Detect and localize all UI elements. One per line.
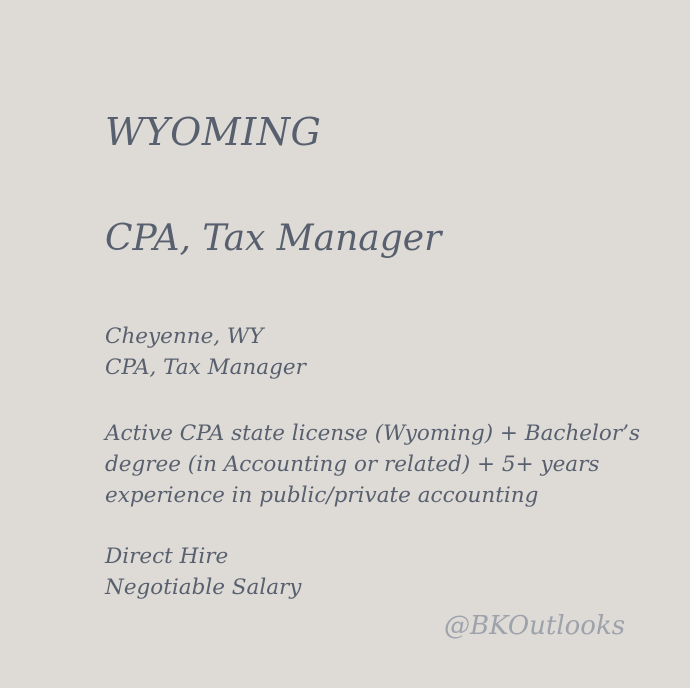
requirements-text bbox=[105, 418, 645, 511]
hire-details bbox=[105, 541, 301, 603]
social-handle: @BKOutlooks bbox=[444, 611, 626, 641]
hire-type-text: Direct Hire bbox=[105, 544, 229, 569]
salary-text: Negotiable Salary bbox=[105, 575, 302, 600]
state-heading: WYOMING bbox=[105, 110, 322, 154]
location-group bbox=[105, 321, 306, 383]
requirements-line-3: experience in public/private accounting bbox=[105, 483, 539, 508]
job-title-heading: CPA, Tax Manager bbox=[105, 218, 442, 259]
position-text: CPA, Tax Manager bbox=[105, 355, 306, 380]
requirements-line-2: degree (in Accounting or related) + 5+ years bbox=[105, 452, 600, 477]
location-text: Cheyenne, WY bbox=[105, 324, 264, 349]
requirements-line-1: Active CPA state license (Wyoming) + Bachelor’s bbox=[105, 421, 640, 446]
